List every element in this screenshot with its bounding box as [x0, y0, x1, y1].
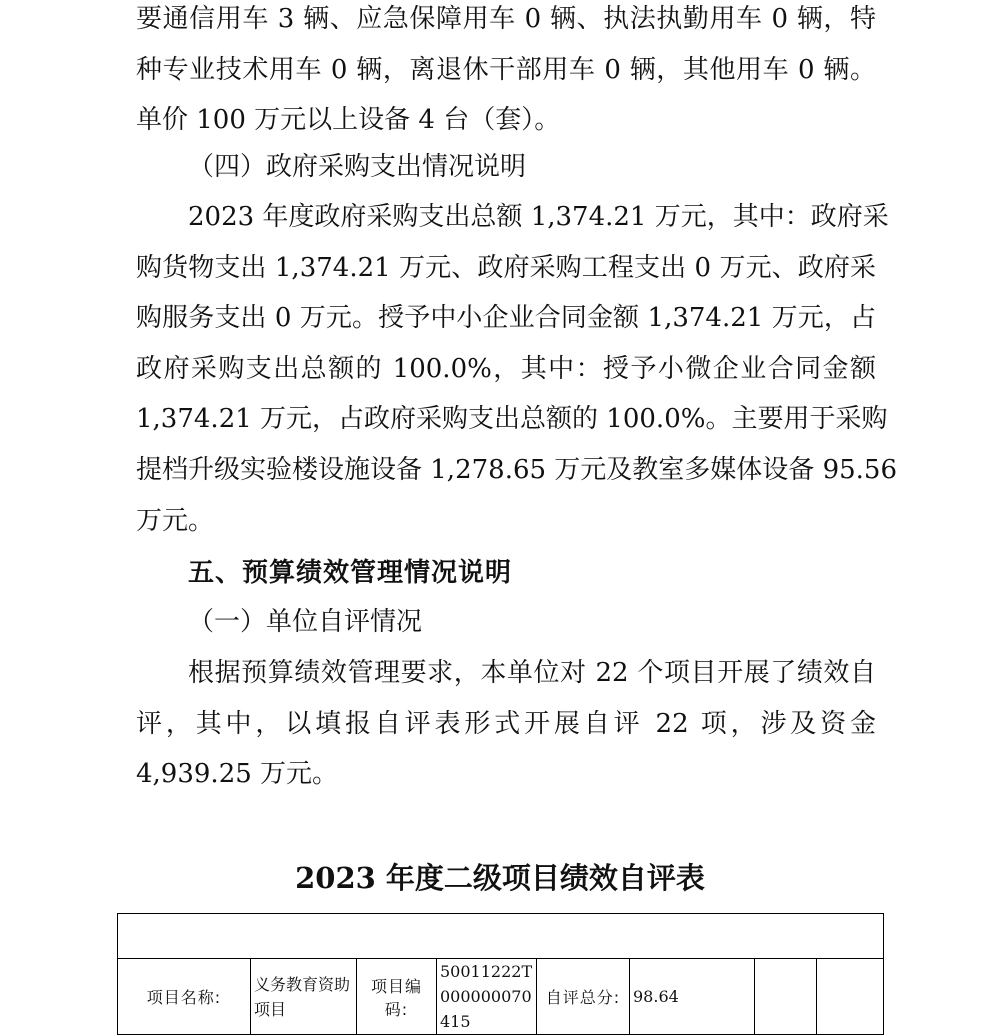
self-score-label: 自评总分:: [537, 959, 630, 1035]
table-title: 2023 年度二级项目绩效自评表: [295, 861, 705, 895]
project-name-value: 义务教育资助项目: [251, 959, 357, 1035]
empty-cell: [755, 959, 817, 1035]
performance-paragraph: [136, 648, 876, 800]
performance-heading: 五、预算绩效管理情况说明: [188, 558, 513, 588]
vehicles-paragraph: [136, 0, 876, 146]
self-score-value: 98.64: [630, 959, 755, 1035]
text-line: 万元。: [136, 505, 215, 536]
project-code-value: 50011222T000000070415: [437, 959, 537, 1035]
text-line: 要通信用车 3 辆、应急保障用车 0 辆、执法执勤用车 0 辆，特: [136, 4, 876, 34]
text-line: 4,939.25 万元。: [136, 759, 339, 790]
text-line: 单价 100 万元以上设备 4 台（套）。: [136, 105, 561, 136]
text-line: 政府采购支出总额的 100.0%，其中：授予小微企业合同金额: [136, 353, 876, 384]
text-line: 购货物支出 1,374.21 万元、政府采购工程支出 0 万元、政府采: [136, 252, 876, 283]
text-line: 提档升级实验楼设施设备 1,278.65 万元及教室多媒体设备 95.56: [136, 454, 898, 485]
text-line: 1,374.21 万元，占政府采购支出总额的 100.0%。主要用于采购: [136, 404, 888, 435]
text-line: 评，其中，以填报自评表形式开展自评 22 项，涉及资金: [136, 708, 876, 739]
procurement-heading: （四）政府采购支出情况说明: [188, 152, 527, 182]
table-header-row: [118, 914, 884, 959]
text-line: 购服务支出 0 万元。授予中小企业合同金额 1,374.21 万元，占: [136, 303, 876, 334]
project-code-label: 项目编码:: [357, 959, 437, 1035]
text-line: 2023 年度政府采购支出总额 1,374.21 万元，其中：政府采: [188, 202, 889, 232]
procurement-paragraph: [136, 192, 898, 546]
self-evaluation-table: [117, 913, 884, 1035]
text-line: 种专业技术用车 0 辆，离退休干部用车 0 辆，其他用车 0 辆。: [136, 54, 876, 85]
project-name-label: 项目名称:: [118, 959, 251, 1035]
text-line: 根据预算绩效管理要求，本单位对 22 个项目开展了绩效自: [188, 658, 876, 688]
self-evaluation-subheading: （一）单位自评情况: [188, 607, 423, 637]
empty-cell: [817, 959, 884, 1035]
